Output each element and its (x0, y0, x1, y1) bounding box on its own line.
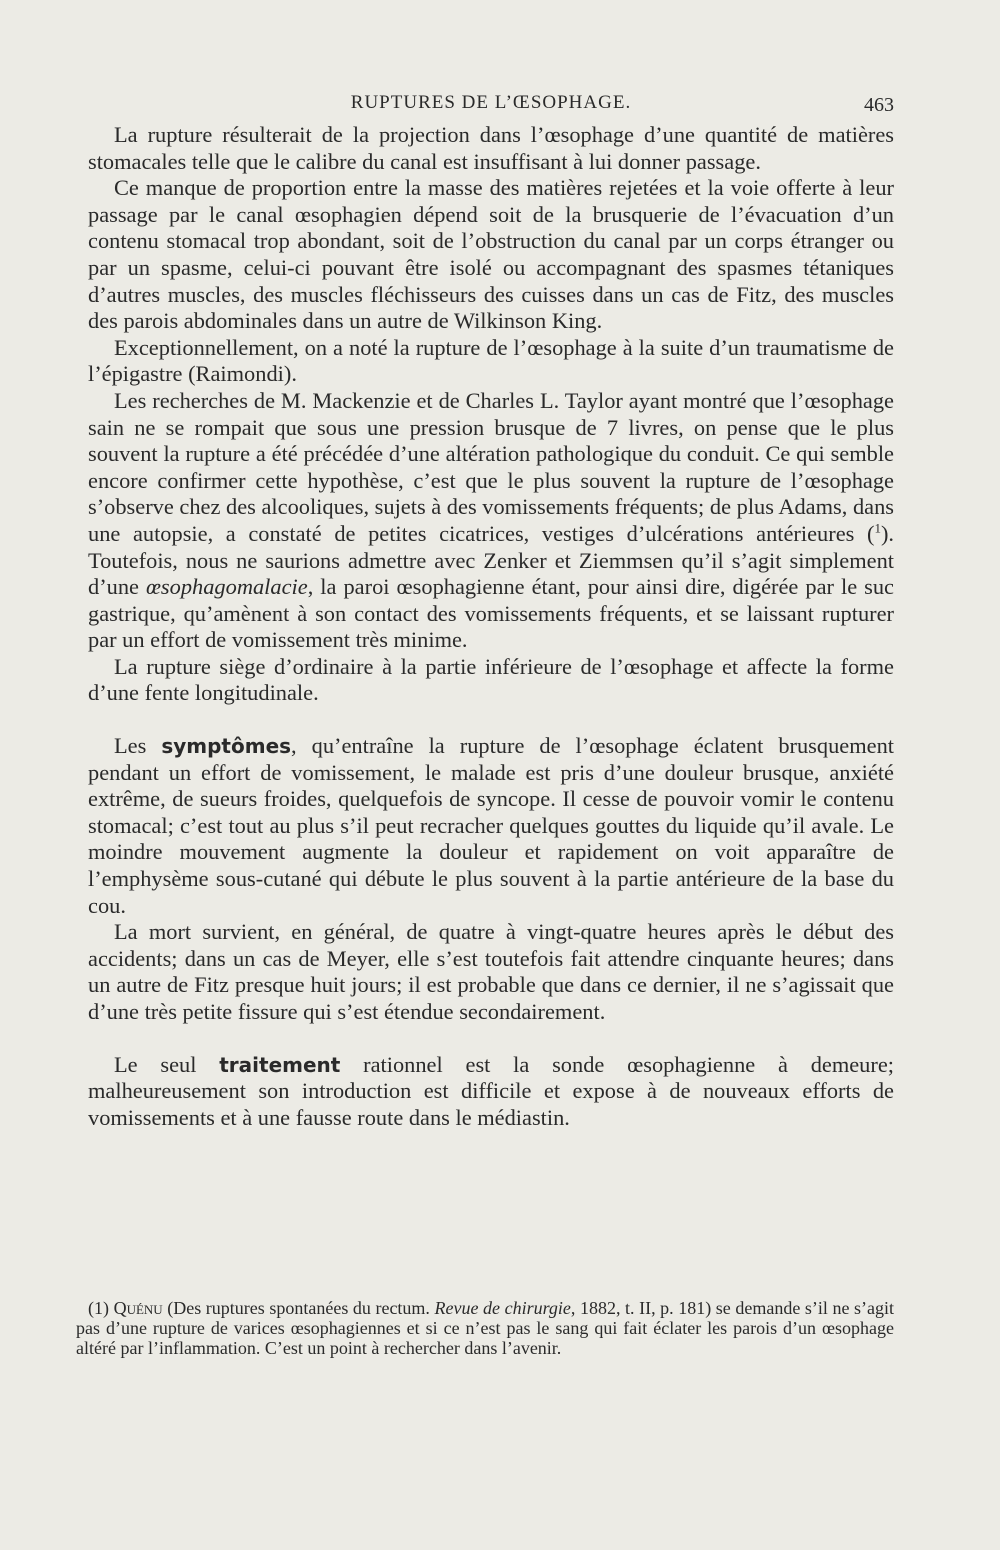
footnote-author: Quénu (113, 1298, 163, 1318)
running-title: RUPTURES DE L’ŒSOPHAGE. (350, 92, 632, 113)
paragraph-7: La mort survient, en général, de quatre à vingt-quatre heures après le début des accidents; dans un cas de Meyer, elle s’est toutefois fait attendre cinquante heures; dans un autre de Fitz presque huit jours; il est probable que dans ce dernier, il ne s’agissait que d’une très petite fissure qui s’est étendue secondairement. (88, 919, 894, 1024)
keyword-traitement: traitement (219, 1052, 341, 1077)
paragraph-5: La rupture siège d’ordinaire à la partie inférieure de l’œsophage et affecte la forme d’une fente longitudinale. (88, 653, 894, 706)
paragraph-8-part-a: Le seul (114, 1051, 220, 1077)
paragraph-4-part-c: , la paroi œsophagienne étant, pour ainsi dire, digérée par le suc gastrique, qu’amènent à son contact des vomissements fréquents, et se laissant rupturer par un effort de vomissement très minime. (88, 574, 894, 653)
footnote-journal: Revue de chirurgie (434, 1298, 571, 1318)
paragraph-4-part-b: ). Toutefois, nous ne saurions admettre avec Zenker et Ziemmsen qu’il s’agit simplement d’une (88, 520, 894, 600)
body-text (88, 122, 894, 1131)
footnote-1 (76, 1298, 894, 1358)
running-head (88, 92, 894, 122)
footnote-reference: 1 (874, 520, 881, 536)
footnote-marker: (1) (88, 1298, 109, 1318)
paragraph-8 (88, 1052, 894, 1132)
paragraph-6 (88, 733, 894, 919)
page-number: 463 (864, 94, 894, 116)
footnote-text-b: , 1882, t. II, p. 181) se demande s’il ne s’agit pas d’une rupture de varices œsophagiennes et si ce n’est pas le sang qui fait éclater les parois d’un œsophage altéré par l’inflammation. C’est un point à rechercher dans l’avenir. (76, 1298, 894, 1358)
footnotes (76, 1298, 894, 1358)
paragraph-2: Ce manque de proportion entre la masse des matières rejetées et la voie offerte à leur passage par le canal œsophagien dépend soit de la brusquerie de l’évacuation d’un contenu stomacal trop abondant, soit de l’obstruction du canal par un corps étranger ou par un spasme, celui-ci pouvant être isolé ou accompagnant des spasmes tétaniques d’autres muscles, des muscles fléchisseurs des cuisses dans un cas de Fitz, des muscles des parois abdominales dans un autre de Wilkinson King. (88, 175, 894, 334)
paragraph-6-part-a: Les (114, 733, 162, 759)
paragraph-4 (88, 388, 894, 654)
keyword-symptomes: symptômes (161, 734, 292, 759)
italic-term: œsophagomalacie (146, 574, 308, 600)
paragraph-4-part-a: Les recherches de M. Mackenzie et de Charles L. Taylor ayant montré que l’œsophage sain ne se rompait que sous une pression brusque de 7 livres, on pense que le plus souvent la rupture a été précédée d’une altération pathologique du conduit. Ce qui semble encore confirmer cette hypothèse, c’est que le plus souvent la rupture de l’œsophage s’observe chez des alcooliques, sujets à des vomissements fréquents; de plus Adams, dans une autopsie, a constaté de petites cicatrices, vestiges d’ulcérations antérieures ( (88, 387, 894, 546)
paragraph-1: La rupture résulterait de la projection dans l’œsophage d’une quantité de matières stomacales telle que le calibre du canal est insuffisant à lui donner passage. (88, 122, 894, 174)
footnote-text-a: (Des ruptures spontanées du rectum. (162, 1298, 435, 1318)
paragraph-8-part-b: rationnel est la sonde œsophagienne à demeure; malheureusement son introduction est difficile et expose à de nouveaux efforts de vomissements et à une fausse route dans le médiastin. (88, 1051, 894, 1130)
paragraph-6-part-b: , qu’entraîne la rupture de l’œsophage éclatent brusquement pendant un effort de vomissement, le malade est pris d’une douleur brusque, anxiété extrême, de sueurs froides, quelquefois de syncope. Il cesse de pouvoir vomir le contenu stomacal; c’est tout au plus s’il peut recracher quelques gouttes du liquide qu’il avale. Le moindre mouvement augmente la douleur et rapidement on voit apparaître de l’emphysème sous-cutané qui débute le plus souvent à la partie antérieure de la base du cou. (88, 733, 894, 918)
paragraph-3: Exceptionnellement, on a noté la rupture de l’œsophage à la suite d’un traumatisme de l’épigastre (Raimondi). (88, 334, 894, 387)
